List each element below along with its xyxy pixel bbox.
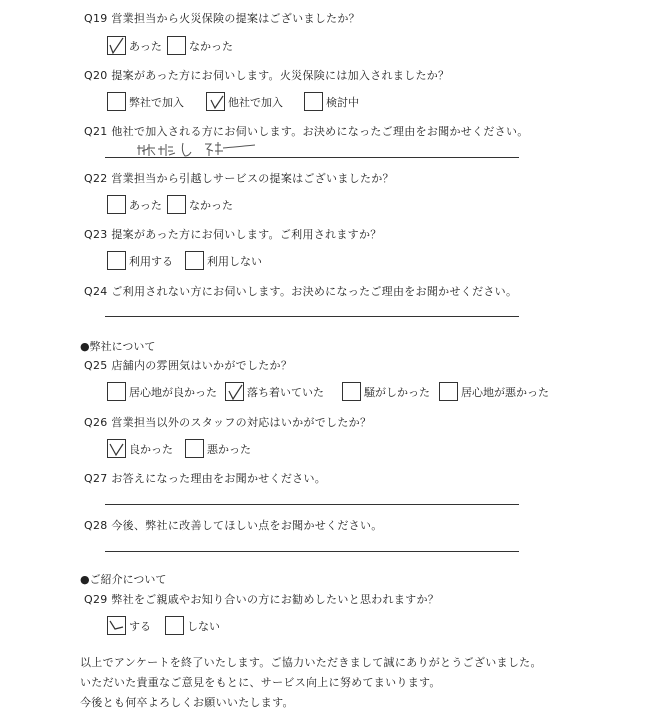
checkbox[interactable]	[225, 382, 244, 401]
q25-option-label: 騒がしかった	[364, 385, 430, 399]
q20-option-label: 他社で加入	[228, 95, 283, 109]
checkbox[interactable]	[206, 92, 225, 111]
q25-option-label: 居心地が良かった	[129, 385, 217, 399]
q19-option-yes[interactable]	[107, 36, 162, 55]
closing-line: いただいた貴重なご意見をもとに、サービス向上に努めてまいります。	[80, 676, 441, 689]
q29-option-label: しない	[187, 619, 220, 633]
q25-option-calm[interactable]	[225, 382, 324, 401]
checkbox[interactable]	[167, 36, 186, 55]
q20-option-label: 検討中	[326, 95, 359, 109]
checkbox[interactable]	[107, 616, 126, 635]
q22-label: Q22 営業担当から引越しサービスの提案はございましたか？	[84, 172, 394, 185]
q26-option-label: 悪かった	[207, 442, 251, 456]
q20-option-label: 弊社で加入	[129, 95, 184, 109]
q23-option-label: 利用しない	[207, 254, 262, 268]
q25-option-noisy[interactable]	[342, 382, 430, 401]
q27-answer-line[interactable]	[105, 504, 519, 505]
checkbox[interactable]	[107, 92, 126, 111]
q23-label: Q23 提案があった方にお伺いします。ご利用されますか？	[84, 228, 382, 241]
q29-option-no[interactable]	[165, 616, 220, 635]
q19-option-label: あった	[129, 39, 162, 53]
q23-option-label: 利用する	[129, 254, 173, 268]
q20-option-ours[interactable]	[107, 92, 184, 111]
q25-option-uncomfortable[interactable]	[439, 382, 549, 401]
checkbox[interactable]	[107, 36, 126, 55]
q22-option-label: なかった	[189, 198, 233, 212]
q26-option-label: 良かった	[129, 442, 173, 456]
q28-answer-line[interactable]	[105, 551, 519, 552]
section-heading-company: ●弊社について	[80, 340, 156, 353]
checkbox[interactable]	[107, 439, 126, 458]
q25-option-label: 居心地が悪かった	[461, 385, 549, 399]
q24-answer-line[interactable]	[105, 316, 519, 317]
checkbox[interactable]	[167, 195, 186, 214]
q19-option-label: なかった	[189, 39, 233, 53]
checkbox[interactable]	[185, 439, 204, 458]
q20-option-other[interactable]	[206, 92, 283, 111]
q26-label: Q26 営業担当以外のスタッフの対応はいかがでしたか？	[84, 416, 372, 429]
closing-line: 今後とも何卒よろしくお願いいたします。	[80, 696, 294, 709]
q21-answer-line[interactable]	[105, 157, 519, 158]
checkbox[interactable]	[342, 382, 361, 401]
checkbox[interactable]	[185, 251, 204, 270]
check-mark-icon	[107, 439, 126, 458]
section-heading-referral: ●ご紹介について	[80, 573, 167, 586]
q25-label: Q25 店舗内の雰囲気はいかがでしたか？	[84, 359, 293, 372]
q27-label: Q27 お答えになった理由をお聞かせください。	[84, 472, 327, 485]
checkbox[interactable]	[165, 616, 184, 635]
q28-label: Q28 今後、弊社に改善してほしい点をお聞かせください。	[84, 519, 383, 532]
q22-option-yes[interactable]	[107, 195, 162, 214]
q23-option-use[interactable]	[107, 251, 173, 270]
q21-handwritten-answer	[135, 139, 255, 159]
check-mark-icon	[225, 382, 244, 401]
q25-option-comfortable[interactable]	[107, 382, 217, 401]
q20-option-considering[interactable]	[304, 92, 359, 111]
q26-option-bad[interactable]	[185, 439, 251, 458]
check-mark-icon	[107, 36, 126, 55]
q29-option-label: する	[129, 619, 151, 633]
q22-option-no[interactable]	[167, 195, 233, 214]
q26-option-good[interactable]	[107, 439, 173, 458]
checkbox[interactable]	[107, 382, 126, 401]
q20-label: Q20 提案があった方にお伺いします。火災保険には加入されましたか？	[84, 69, 450, 82]
q24-label: Q24 ご利用されない方にお伺いします。お決めになったご理由をお聞かせください。	[84, 285, 518, 298]
q21-label: Q21 他社で加入される方にお伺いします。お決めになったご理由をお聞かせください。	[84, 125, 529, 138]
checkbox[interactable]	[107, 195, 126, 214]
checkbox[interactable]	[107, 251, 126, 270]
q23-option-not-use[interactable]	[185, 251, 262, 270]
check-mark-icon	[206, 92, 225, 111]
q19-option-no[interactable]	[167, 36, 233, 55]
q22-option-label: あった	[129, 198, 162, 212]
closing-line: 以上でアンケートを終了いたします。ご協力いただきまして誠にありがとうございました。	[80, 656, 542, 669]
checkbox[interactable]	[439, 382, 458, 401]
checkbox[interactable]	[304, 92, 323, 111]
q29-option-yes[interactable]	[107, 616, 151, 635]
q29-label: Q29 弊社をご親戚やお知り合いの方にお勧めしたいと思われますか？	[84, 593, 440, 606]
check-mark-icon	[107, 616, 126, 635]
q25-option-label: 落ち着いていた	[247, 385, 324, 399]
q19-label: Q19 営業担当から火災保険の提案はございましたか？	[84, 12, 360, 25]
